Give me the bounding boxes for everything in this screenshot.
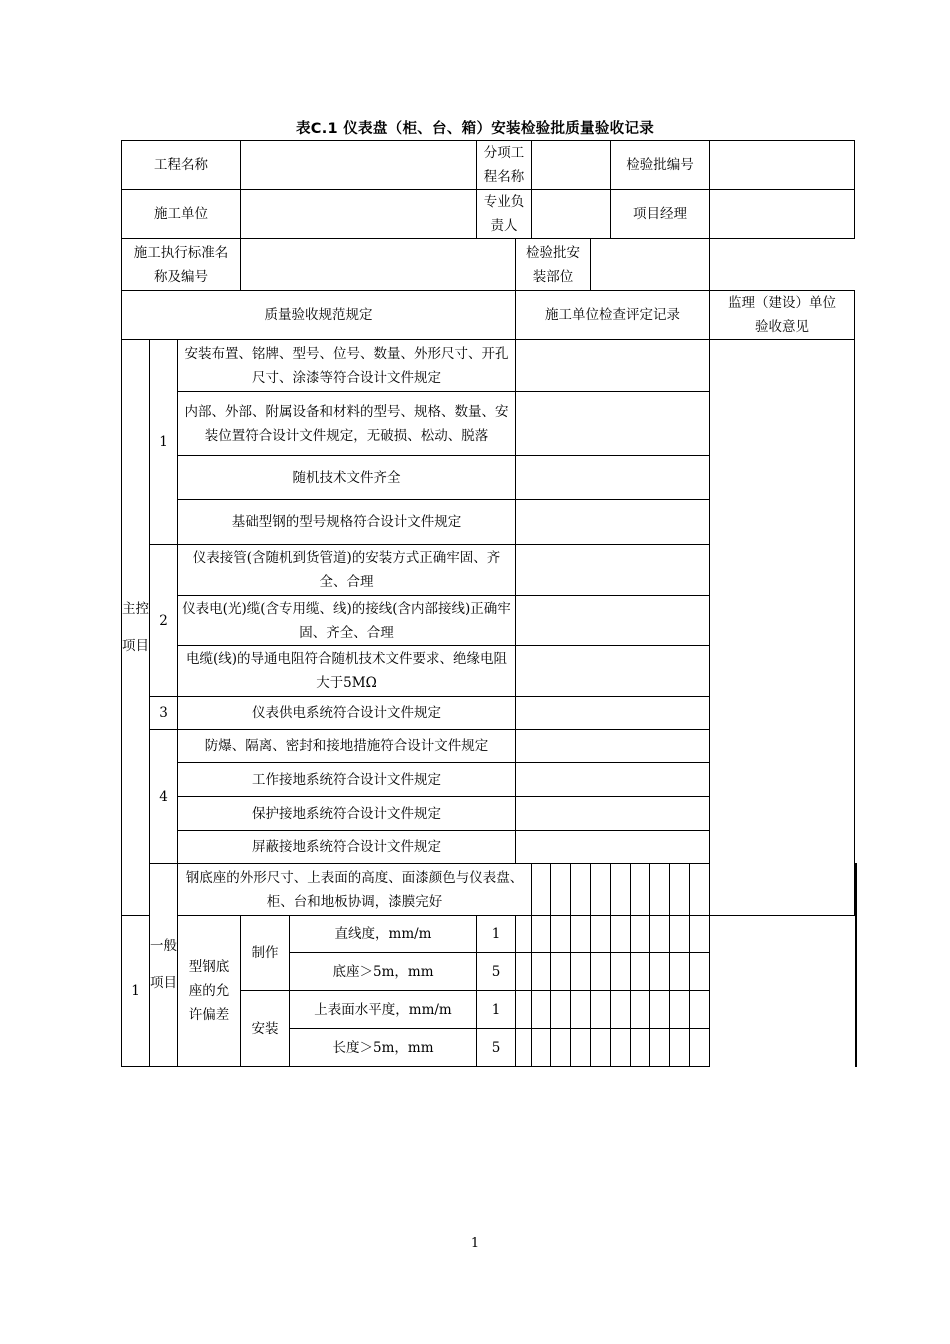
main-item-record[interactable] <box>516 392 710 456</box>
check-cell[interactable] <box>670 864 690 916</box>
check-cell[interactable] <box>631 1029 650 1067</box>
main-items-label: 主控项目 <box>122 340 150 916</box>
check-cell[interactable] <box>532 864 551 916</box>
check-cell[interactable] <box>551 1029 571 1067</box>
check-cell[interactable] <box>551 991 571 1029</box>
main-group-no: 1 <box>150 340 178 545</box>
check-cell[interactable] <box>631 864 650 916</box>
main-group-no: 3 <box>150 697 178 730</box>
check-cell[interactable] <box>670 991 690 1029</box>
check-cell[interactable] <box>551 916 571 953</box>
check-cell[interactable] <box>650 1029 670 1067</box>
check-cell[interactable] <box>690 916 710 953</box>
header-spec: 质量验收规范规定 <box>122 291 516 340</box>
check-cell[interactable] <box>551 864 571 916</box>
label-project-manager: 项目经理 <box>611 190 710 239</box>
general-group-no: 1 <box>122 916 150 1067</box>
check-cell[interactable] <box>631 916 650 953</box>
check-cell[interactable] <box>571 864 591 916</box>
installation-label: 安装 <box>241 991 290 1067</box>
inspection-record-table <box>121 140 857 1067</box>
deviation-value: 1 <box>477 991 516 1029</box>
main-item-record[interactable] <box>516 730 710 763</box>
check-cell[interactable] <box>591 953 611 991</box>
deviation-item: 上表面水平度，mm/m <box>290 991 477 1029</box>
check-cell[interactable] <box>670 1029 690 1067</box>
main-item-record[interactable] <box>516 500 710 545</box>
main-item-text: 屏蔽接地系统符合设计文件规定 <box>178 831 516 864</box>
field-batch-no[interactable] <box>710 141 855 190</box>
main-item-record[interactable] <box>516 797 710 831</box>
check-cell[interactable] <box>611 953 631 991</box>
check-cell[interactable] <box>650 864 670 916</box>
deviation-value: 1 <box>477 916 516 953</box>
general-items-label: 一般项目 <box>150 864 178 1067</box>
deviation-item: 直线度，mm/m <box>290 916 477 953</box>
main-supervisor-opinion[interactable] <box>710 340 855 916</box>
label-subproject-name: 分项工程名称 <box>477 141 532 190</box>
check-cell[interactable] <box>631 991 650 1029</box>
deviation-label: 型钢底座的允许偏差 <box>178 916 241 1067</box>
check-cell[interactable] <box>516 953 532 991</box>
check-cell[interactable] <box>532 1029 551 1067</box>
check-cell[interactable] <box>516 1029 532 1067</box>
check-cell[interactable] <box>571 953 591 991</box>
header-supervisor: 监理（建设）单位验收意见 <box>710 291 855 340</box>
check-cell[interactable] <box>571 916 591 953</box>
label-standard: 施工执行标准名称及编号 <box>122 239 241 291</box>
main-item-text: 工作接地系统符合设计文件规定 <box>178 763 516 797</box>
check-cell[interactable] <box>670 916 690 953</box>
main-item-record[interactable] <box>516 831 710 864</box>
deviation-item: 底座＞5m，mm <box>290 953 477 991</box>
main-item-text: 仪表电(光)缆(含专用缆、线)的接线(含内部接线)正确牢固、齐全、合理 <box>178 596 516 646</box>
page-number: 1 <box>470 1236 480 1251</box>
field-professional-lead[interactable] <box>532 190 611 239</box>
label-contractor: 施工单位 <box>122 190 241 239</box>
label-project-name: 工程名称 <box>122 141 241 190</box>
check-cell[interactable] <box>551 953 571 991</box>
main-item-text: 基础型钢的型号规格符合设计文件规定 <box>178 500 516 545</box>
main-item-text: 内部、外部、附属设备和材料的型号、规格、数量、安装位置符合设计文件规定，无破损、松动、脱落 <box>178 392 516 456</box>
main-item-text: 安装布置、铭牌、型号、位号、数量、外形尺寸、开孔尺寸、涂漆等符合设计文件规定 <box>178 340 516 392</box>
check-cell[interactable] <box>690 953 710 991</box>
main-item-record[interactable] <box>516 340 710 392</box>
main-item-record[interactable] <box>516 456 710 500</box>
general-item-text: 钢底座的外形尺寸、上表面的高度、面漆颜色与仪表盘、柜、台和地板协调，漆膜完好 <box>178 864 532 916</box>
check-cell[interactable] <box>571 991 591 1029</box>
label-professional-lead: 专业负责人 <box>477 190 532 239</box>
general-supervisor-opinion[interactable] <box>856 864 857 1067</box>
deviation-value: 5 <box>477 953 516 991</box>
label-batch-no: 检验批编号 <box>611 141 710 190</box>
main-group-no: 4 <box>150 730 178 864</box>
header-contractor-record: 施工单位检查评定记录 <box>516 291 710 340</box>
check-cell[interactable] <box>611 916 631 953</box>
deviation-value: 5 <box>477 1029 516 1067</box>
check-cell[interactable] <box>650 991 670 1029</box>
field-subproject-name[interactable] <box>532 141 611 190</box>
check-cell[interactable] <box>650 916 670 953</box>
check-cell[interactable] <box>611 991 631 1029</box>
check-cell[interactable] <box>532 916 551 953</box>
field-install-location[interactable] <box>591 239 710 291</box>
main-item-record[interactable] <box>516 646 710 697</box>
label-install-location: 检验批安装部位 <box>516 239 591 291</box>
check-cell[interactable] <box>611 1029 631 1067</box>
check-cell[interactable] <box>571 1029 591 1067</box>
main-item-record[interactable] <box>516 697 710 730</box>
main-item-text: 防爆、隔离、密封和接地措施符合设计文件规定 <box>178 730 516 763</box>
main-item-text: 仪表接管(含随机到货管道)的安装方式正确牢固、齐全、合理 <box>178 545 516 596</box>
main-group-no: 2 <box>150 545 178 697</box>
deviation-item: 长度＞5m，mm <box>290 1029 477 1067</box>
main-item-text: 电缆(线)的导通电阻符合随机技术文件要求、绝缘电阻大于5MΩ <box>178 646 516 697</box>
main-item-record[interactable] <box>516 763 710 797</box>
check-cell[interactable] <box>591 991 611 1029</box>
main-item-record[interactable] <box>516 596 710 646</box>
check-cell[interactable] <box>690 864 710 916</box>
field-contractor[interactable] <box>241 190 477 239</box>
check-cell[interactable] <box>611 864 631 916</box>
check-cell[interactable] <box>650 953 670 991</box>
main-item-record[interactable] <box>516 545 710 596</box>
fabrication-label: 制作 <box>241 916 290 991</box>
check-cell[interactable] <box>690 991 710 1029</box>
main-item-text: 随机技术文件齐全 <box>178 456 516 500</box>
main-item-text: 仪表供电系统符合设计文件规定 <box>178 697 516 730</box>
field-standard[interactable] <box>241 239 516 291</box>
check-cell[interactable] <box>670 953 690 991</box>
check-cell[interactable] <box>516 916 532 953</box>
check-cell[interactable] <box>532 953 551 991</box>
check-cell[interactable] <box>631 953 650 991</box>
check-cell[interactable] <box>516 991 532 1029</box>
field-project-name[interactable] <box>241 141 477 190</box>
check-cell[interactable] <box>591 1029 611 1067</box>
field-project-manager[interactable] <box>710 190 855 239</box>
check-cell[interactable] <box>591 864 611 916</box>
document-title: 表C.1 仪表盘（柜、台、箱）安装检验批质量验收记录 <box>295 121 655 137</box>
check-cell[interactable] <box>591 916 611 953</box>
check-cell[interactable] <box>690 1029 710 1067</box>
main-item-text: 保护接地系统符合设计文件规定 <box>178 797 516 831</box>
check-cell[interactable] <box>532 991 551 1029</box>
